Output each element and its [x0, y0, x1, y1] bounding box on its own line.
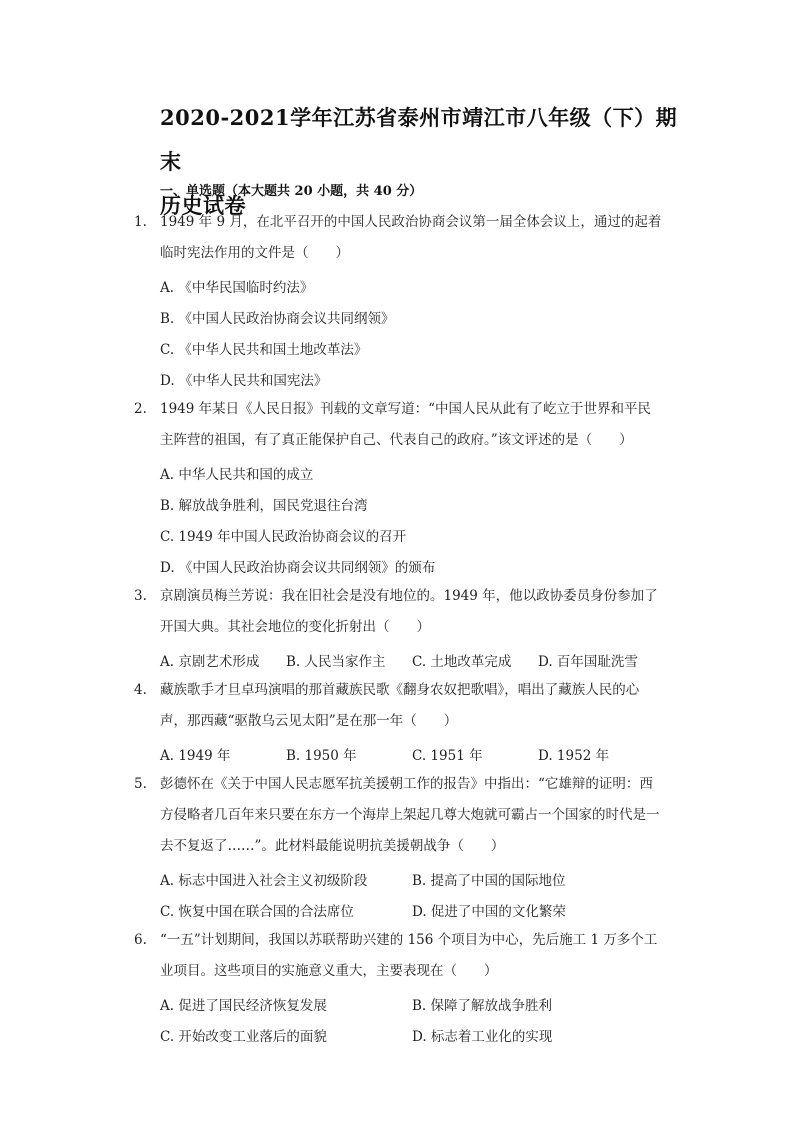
question-number: 6. — [134, 932, 147, 948]
option-a: A. 标志中国进入社会主义初级阶段 — [160, 873, 368, 889]
question-stem: 彭德怀在《关于中国人民志愿军抗美援朝工作的报告》中指出：“它雄辩的证明：西方侵略者几百年来只要在东方一个海岸上架起几尊大炮就可霸占一个国家的时代是一去不复返了……”。此材料最能说明抗美援朝战争（ ） — [160, 776, 660, 854]
option-b: B. 1950 年 — [286, 748, 357, 764]
option-c: C. 恢复中国在联合国的合法席位 — [160, 904, 354, 920]
section-header: 一、单选题（本大题共 20 小题，共 40 分） — [160, 184, 423, 199]
option-c: C. 1951 年 — [412, 748, 483, 764]
option-d: D. 百年国耻洗雪 — [538, 654, 638, 670]
option-d: D. 促进了中国的文化繁荣 — [412, 904, 566, 920]
question-stem: “一五”计划期间，我国以苏联帮助兴建的 156 个项目为中心，先后施工 1 万多个工业项目。这些项目的实施意义重大，主要表现在（ ） — [160, 932, 658, 979]
option-c: C. 开始改变工业落后的面貌 — [160, 1029, 327, 1045]
option-b: B. 保障了解放战争胜利 — [412, 998, 553, 1014]
option-a: A. 《中华民国临时约法》 — [160, 280, 314, 296]
title-line-1: 2020-2021学年江苏省泰州市靖江市八年级（下）期末 — [160, 105, 678, 174]
option-a: A. 中华人民共和国的成立 — [160, 467, 314, 483]
question-number: 3. — [134, 588, 147, 604]
question-number: 2. — [134, 401, 147, 417]
option-b: B. 《中国人民政治协商会议共同纲领》 — [160, 311, 395, 327]
option-d: D. 《中国人民政治协商会议共同纲领》的颁布 — [160, 560, 436, 576]
option-c: C. 1949 年中国人民政治协商会议的召开 — [160, 529, 407, 545]
question-stem: 1949 年 9 月，在北平召开的中国人民政治协商会议第一届全体会议上，通过的起着临时宪法作用的文件是（ ） — [160, 214, 662, 261]
question-number: 1. — [134, 214, 147, 230]
question-stem: 藏族歌手才旦卓玛演唱的那首藏族民歌《翻身农奴把歌唱》，唱出了藏族人民的心声，那西藏“驱散乌云见太阳”是在那一年（ ） — [160, 682, 640, 729]
option-d: D. 《中华人民共和国宪法》 — [160, 373, 328, 389]
question-stem: 京剧演员梅兰芳说：我在旧社会是没有地位的。1949 年，他以政协委员身份参加了开国大典。其社会地位的变化折射出（ ） — [160, 588, 658, 635]
option-d: D. 标志着工业化的实现 — [412, 1029, 553, 1045]
option-a: A. 促进了国民经济恢复发展 — [160, 998, 327, 1014]
question-stem: 1949 年某日《人民日报》刊载的文章写道：“中国人民从此有了屹立于世界和平民主阵营的祖国，有了真正能保护自己、代表自己的政府。”该文评述的是（ ） — [160, 401, 652, 448]
question-number: 4. — [134, 682, 147, 698]
option-c: C. 土地改革完成 — [412, 654, 512, 670]
question-number: 5. — [134, 776, 147, 792]
option-a: A. 京剧艺术形成 — [160, 654, 260, 670]
option-d: D. 1952 年 — [538, 748, 610, 764]
option-b: B. 提高了中国的国际地位 — [412, 873, 566, 889]
option-a: A. 1949 年 — [160, 748, 231, 764]
option-b: B. 人民当家作主 — [286, 654, 386, 670]
title-line-2: 历史试卷 — [160, 193, 246, 218]
option-c: C. 《中华人民共和国土地改革法》 — [160, 342, 368, 358]
option-b: B. 解放战争胜利，国民党退往台湾 — [160, 498, 368, 514]
